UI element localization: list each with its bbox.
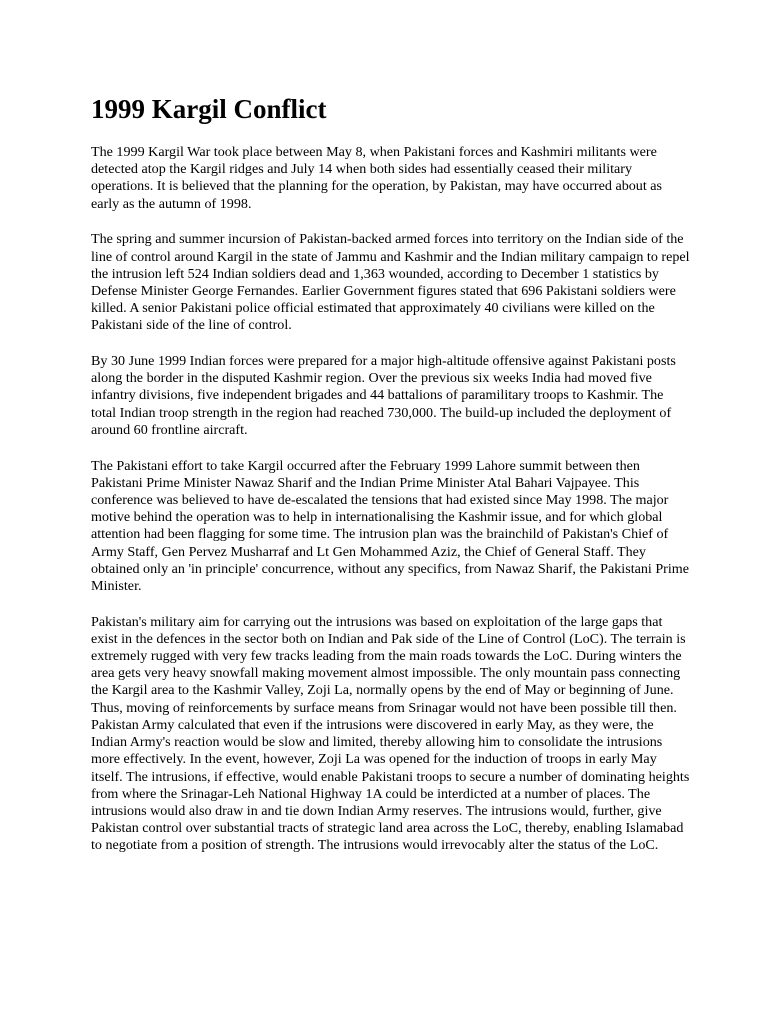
- paragraph-5: Pakistan's military aim for carrying out the intrusions was based on exploitation of the large gaps that exist in the defences in the sector both on Indian and Pak side of the Line of Control (LoC). The terrain is extremely rugged with very few tracks leading from the main roads towards the LoC. During winters the area gets very heavy snowfall making movement almost impossible. The only mountain pass connecting the Kargil area to the Kashmir Valley, Zoji La, normally opens by the end of May or beginning of June. Thus, moving of reinforcements by surface means from Srinagar would not have been possible till then. Pakistan Army calculated that even if the intrusions were discovered in early May, as they were, the Indian Army's reaction would be slow and limited, thereby allowing him to consolidate the intrusions more effectively. In the event, however, Zoji La was opened for the induction of troops in early May itself. The intrusions, if effective, would enable Pakistani troops to secure a number of dominating heights from where the Srinagar-Leh National Highway 1A could be interdicted at a number of places. The intrusions would also draw in and tie down Indian Army reserves. The intrusions would, further, give Pakistan control over substantial tracts of strategic land area across the LoC, thereby, enabling Islamabad to negotiate from a position of strength. The intrusions would irrevocably alter the status of the LoC.: [91, 613, 690, 854]
- paragraph-3: By 30 June 1999 Indian forces were prepared for a major high-altitude offensive against Pakistani posts along the border in the disputed Kashmir region. Over the previous six weeks India had moved five infantry divisions, five independent brigades and 44 battalions of paramilitary troops to Kashmir. The total Indian troop strength in the region had reached 730,000. The build-up included the deployment of around 60 frontline aircraft.: [91, 353, 676, 438]
- paragraph-1: The 1999 Kargil War took place between May 8, when Pakistani forces and Kashmiri militants were detected atop the Kargil ridges and July 14 when both sides had essentially ceased their military operations. It is believed that the planning for the operation, by Pakistan, may have occurred about as early as the autumn of 1998.: [91, 144, 663, 212]
- document-page: [91, 93, 691, 873]
- paragraph-4: The Pakistani effort to take Kargil occurred after the February 1999 Lahore summit between then Pakistani Prime Minister Nawaz Sharif and the Indian Prime Minister Atal Bahari Vajpayee. This conference was believed to have de-escalated the tensions that had existed since May 1998. The major motive behind the operation was to help in internationalising the Kashmir issue, and for which global attention had been flagging for some time. The intrusion plan was the brainchild of Pakistan's Chief of Army Staff, Gen Pervez Musharraf and Lt Gen Mohammed Aziz, the Chief of General Staff. They obtained only an 'in principle' concurrence, without any specifics, from Nawaz Sharif, the Pakistani Prime Minister.: [91, 457, 690, 594]
- paragraph-2: The spring and summer incursion of Pakistan-backed armed forces into territory on the Indian side of the line of control around Kargil in the state of Jammu and Kashmir and the Indian military campaign to repel the intrusion left 524 Indian soldiers dead and 1,363 wounded, according to December 1 statistics by Defense Minister George Fernandes. Earlier Government figures stated that 696 Pakistani soldiers were killed. A senior Pakistani police official estimated that approximately 40 civilians were killed on the Pakistani side of the line of control.: [91, 231, 690, 334]
- page-title: 1999 Kargil Conflict: [91, 94, 327, 124]
